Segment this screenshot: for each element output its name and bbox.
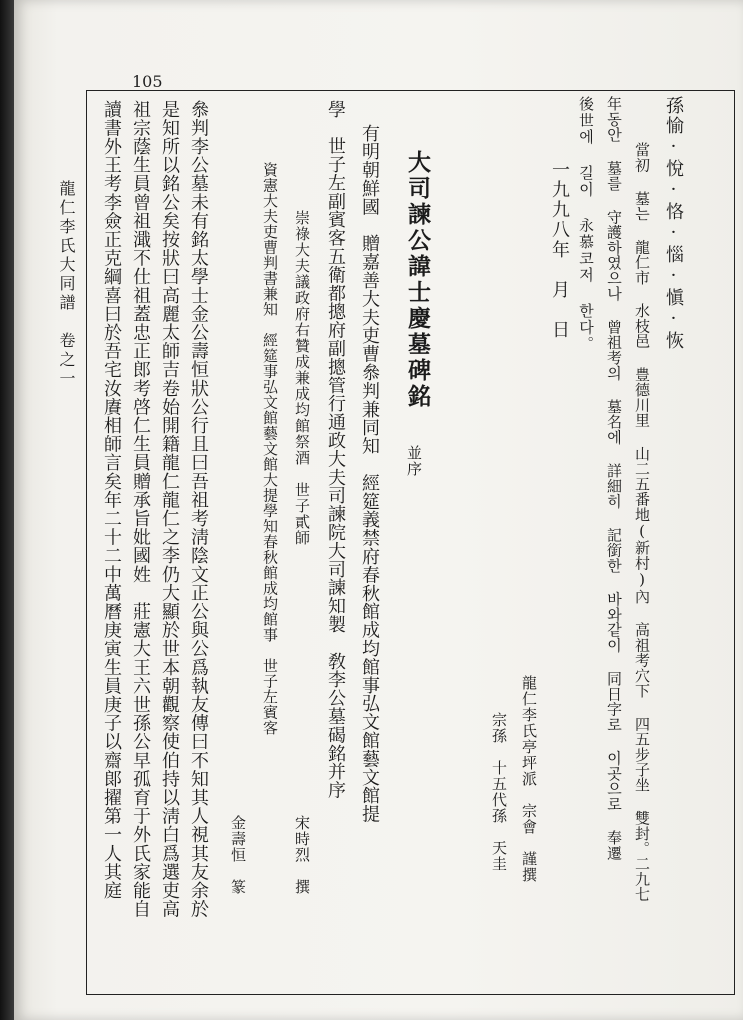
preface-line-3: 年동안 墓를 守護하였으나 曾祖考의 墓名에 詳細히 記銜한 바와같이 同日字로 이곳으로 奉遷 [605,96,623,861]
preface-line-1: 孫愉·悅·恪·惱·愼·恢 [663,96,684,351]
book-page [14,0,743,1020]
page-title: 大司諫公諱士慶墓碑銘 [404,150,431,410]
body-line-2: 是知所以銘公矣按狀曰高麗太師吉卷始開籍龍仁龍仁之李仍大顯於世本朝觀察使伯持以淸白爲選吏高 [159,100,180,919]
book-spine-shadow [0,0,14,1020]
author-line-1: 有明朝鮮國 贈嘉善大夫吏曹叅判兼同知 經筵義禁府春秋館成均館事弘文館藝文館提 [359,124,380,824]
author-name-2: 金壽恒 篆 [229,815,247,895]
preface-line-4: 後世에 길이 永慕코저 한다。 [577,96,595,353]
preface-signature-1: 龍仁李氏亭坪派 宗會 謹撰 [520,675,538,883]
author-name-1: 宋時烈 撰 [293,815,311,895]
preface-signature-2: 宗孫 十五代孫 天圭 [490,712,508,872]
body-line-3: 祖宗蔭生員曾祖濈不仕祖蓋忠正郎考啓仁生員贈承旨妣國姓 莊憲大王六世孫公早孤育于外氏家能自 [130,100,151,919]
preface-line-2: 當初 墓는 龍仁市 水枝邑 豊德川里 山二五番地(新村)內 高祖考穴下 四五步子坐 雙封。二九七 [633,142,651,902]
author-line-3: 崇祿大夫議政府右贊成兼成均館祭酒 世子貳師 [293,210,311,546]
body-line-1: 叅判李公墓未有銘太學士金公壽恒狀公行且曰吾祖考淸陰文正公與公爲執友傳曰不知其人視其友余於 [188,100,209,919]
author-line-4: 資憲大夫吏曹判書兼知 經筵事弘文館藝文館大提學知春秋館成均館事 世子左賓客 [261,162,279,736]
title-note: 並序 [405,445,423,477]
preface-date: 一九九八年 月 日 [549,160,570,340]
page-number: 105 [132,72,163,91]
running-header: 龍仁李氏大同譜 卷之一 [57,180,76,389]
author-line-2: 學 世子左副賓客五衛都摠府副摠管行通政大夫司諫院大司諫知製 敎李公墓碣銘并序 [325,100,346,800]
body-line-4: 讀書外王考李僉正克綱喜曰於吾宅汝賡相師言矣年二十二中萬曆庚寅生員庚子以齋郞擢第一人其庭 [101,100,122,900]
